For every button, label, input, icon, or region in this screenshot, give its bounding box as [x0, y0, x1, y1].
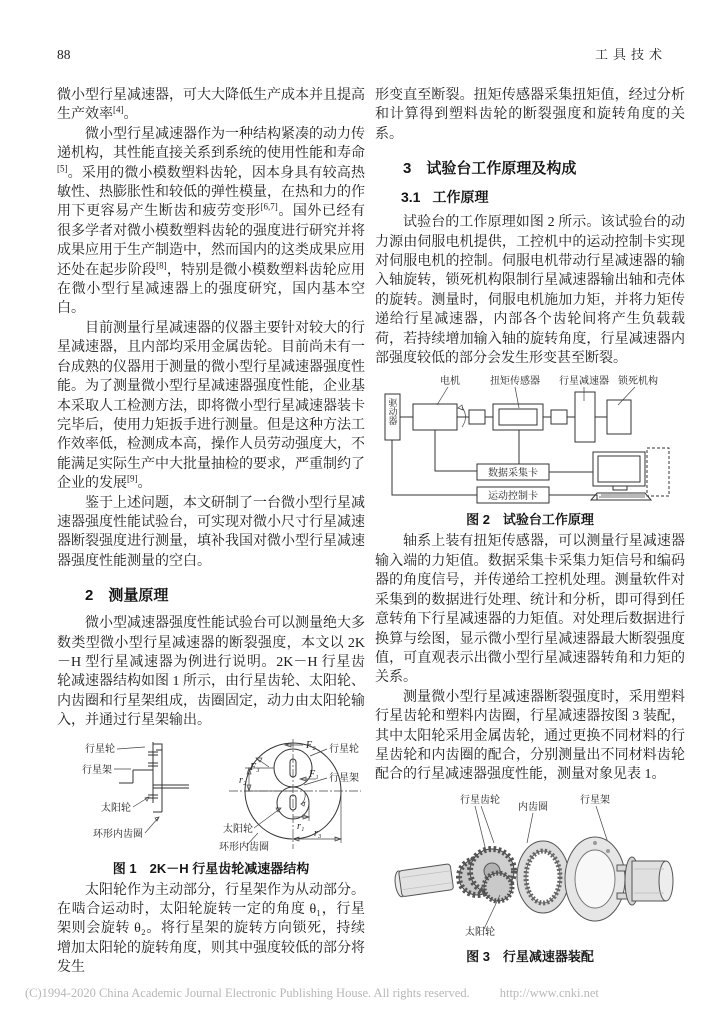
- fig2-label-motor: 电机: [440, 376, 460, 388]
- fig1-label-r3: r₃: [314, 827, 322, 839]
- paragraph: [375, 688, 685, 785]
- fig2-label-daq-card: 数据采集卡: [488, 468, 538, 480]
- figure-3: [375, 791, 685, 965]
- citation-ref: [5]: [57, 162, 68, 173]
- text-run: 。国外已经有很多学者对微小模数塑料齿轮的强度进行研究并将成果应用于生产制造中，然而国内的这类成果应用还处在起步阶段: [57, 204, 366, 278]
- fig3-caption: 图 3 行星减速器装配: [466, 948, 594, 964]
- fig3-carrier-part: [617, 857, 673, 905]
- text-run: 微小型行星减速器作为一种结构紧凑的动力传递机构，其性能直接关系到系统的使用性能和寿命: [57, 126, 365, 162]
- fig3-housing-ring: [565, 837, 625, 921]
- copyright-footer: [25, 986, 705, 1001]
- fig1-label-planet-wheel-right: 行星轮: [329, 743, 359, 755]
- text-run: 微小型行星减速器，可大大降低生产成本并且提高生产效率: [57, 88, 365, 123]
- fig3-sun-and-planet-gears: [459, 849, 514, 901]
- text-run: 鉴于上述问题，本文研制了一台微小型行星减速器强度性能试验台，可实现对微小尺寸行星减速器断裂强度进行测量，填补我国对微小型行星减速器强度性能测量的空白。: [57, 495, 365, 569]
- text-run: 轴系上装有扭矩传感器，可以测量行星减速器输入端的力矩值。数据采集卡采集力矩信号和编码器的角度信号，并传递给工控机处理。测量软件对采集到的数据进行处理、统计和分析，即可得到任意转角下行星减速器的力矩值。对处理后数据进行换算与绘图，显示微小型行星减速器最大断裂强度值，可直观表示出微小型行星减速器转角和力矩的关系。: [375, 534, 685, 686]
- fig1-label-f1: F₁: [309, 768, 319, 780]
- fig2-block-diagram: [375, 374, 685, 504]
- citation-ref: [9]: [127, 473, 138, 484]
- left-column: [57, 86, 365, 978]
- subsection-heading-3-1: [401, 187, 685, 207]
- fig1-left-schematic: [82, 742, 189, 840]
- paragraph: [57, 125, 365, 319]
- subsection-title: 工作原理: [432, 189, 489, 206]
- section-number: 3: [403, 160, 412, 178]
- fig2-label-planetary-reducer: 行星减速器: [559, 376, 609, 388]
- paragraph: [57, 494, 365, 572]
- fig1-label-sun-left: 太阳轮: [101, 802, 131, 814]
- fig1-label-planet-wheel-left: 行星轮: [85, 743, 115, 755]
- text-run: 测量微小型行星减速器断裂强度时，采用塑料行星齿轮和塑料内齿圈，行星减速器按图 3 装配，其中太阳轮采用金属齿轮，通过更换不同材料的行星齿轮和内齿圈的配合，分别测量出不同材料齿轮配合的行星减速器强度性能，测量对象见表 1。: [375, 689, 685, 783]
- text-run: 。: [137, 476, 152, 492]
- section-title: 试验台工作原理及构成: [426, 160, 577, 178]
- paragraph: [57, 319, 365, 494]
- page-number: 88: [57, 47, 71, 62]
- fig2-label-driver: 驱动器: [387, 398, 398, 426]
- subsection-number: 3.1: [401, 189, 421, 206]
- paragraph: [375, 213, 685, 368]
- figure-2: [375, 374, 685, 528]
- fig1-label-carrier-right: 行星架: [329, 772, 359, 784]
- fig3-label-carrier: 行星架: [580, 794, 610, 806]
- fig2-computer-icon: [591, 448, 669, 500]
- fig3-label-planet-gears: 行星齿轮: [460, 794, 500, 806]
- paragraph: [375, 532, 685, 687]
- right-column: [375, 86, 685, 969]
- paragraph: [57, 614, 365, 730]
- fig2-label-locking-mechanism: 锁死机构: [618, 376, 658, 388]
- text-run: 太阳轮作为主动部分，行星架作为从动部分。在啮合运动时，太阳轮旋转一定的角度 θ₁，行星架则会旋转 θ₂。将行星架的旋转方向锁死，持续增加太阳轮的旋转角度，则其中强度较低的部分将发生: [57, 882, 365, 976]
- fig1-structure-diagram: [57, 737, 365, 853]
- text-run: 微小型减速器强度性能试验台可以测量绝大多数类型微小型行星减速器的断裂强度，本文以 2K－H 型行星减速器为例进行说明。2K－H 行星齿轮减速器结构如图 1 所示，由行星齿轮、太阳轮、内齿圈和行星架组成，齿圈固定，动力由太阳轮输入，并通过行星架输出。: [57, 616, 365, 729]
- text-run: 目前测量行星减速器的仪器主要针对较大的行星减速器，且内部均采用金属齿轮。目前尚未有一台成熟的仪器用于测量的微小型行星减速器强度性能。为了测量微小型行星减速器强度性能，企业基本采取人工检测方法，即将微小型行星减速器装卡完毕后，使用力矩扳手进行测量。但是这种方法工作效率低，检测成本高，操作人员劳动强度大，不能满足实际生产中大批量抽检的要求，严重制约了企业的发展: [57, 320, 365, 492]
- text-run: 。采用的微小模数塑料齿轮，因本身具有较高热敏性、热膨胀性和较低的弹性模量，在热和力的作用下更容易产生断齿和疲劳变形: [57, 165, 365, 220]
- text-run: 试验台的工作原理如图 2 所示。该试验台的动力源由伺服电机提供，工控机中的运动控制卡实现对伺服电机的控制。伺服电机带动行星减速器的输入轴旋转，锁死机构限制行星减速器输出轴和壳体的旋转。测量时，伺服电机施加力矩，并将力矩传递给行星减速器，内部各个齿轮间将产生负载载荷，若持续增加输入轴的旋转角度，行星减速器内部强度较低的部分会发生形变甚至断裂。: [375, 215, 685, 367]
- paragraph: [57, 86, 365, 125]
- section-heading-2: [85, 584, 365, 605]
- text-run: 。: [123, 107, 138, 123]
- fig1-right-diagram: [219, 739, 361, 853]
- footer-text: (C)1994-2020 China Academic Journal Electronic Publishing House. All rights reserved.: [25, 986, 470, 1000]
- fig3-assembly-render: [380, 791, 680, 941]
- paragraph: [375, 86, 685, 144]
- footer-url: http://www.cnki.net: [499, 986, 599, 1000]
- citation-ref: [4]: [113, 104, 124, 115]
- section-number: 2: [85, 587, 94, 605]
- fig1-label-r1: r₁: [297, 820, 305, 832]
- fig3-label-sun-gear: 太阳轮: [465, 926, 495, 938]
- fig1-label-sun-right: 太阳轮: [223, 823, 253, 835]
- fig3-input-shaft: [394, 864, 454, 898]
- fig1-label-carrier-left: 行星架: [82, 764, 112, 776]
- page-header: [57, 44, 667, 63]
- figure-1: [57, 737, 365, 877]
- paragraph: [57, 881, 365, 978]
- section-heading-3: [403, 157, 685, 178]
- fig2-caption: 图 2 试验台工作原理: [466, 512, 594, 528]
- citation-ref: [8]: [156, 260, 167, 270]
- text-run: 形变直至断裂。扭矩传感器采集扭矩值，经过分析和计算得到塑料齿轮的断裂强度和旋转角度的关系。: [375, 88, 685, 142]
- fig2-label-torque-sensor: 扭矩传感器: [490, 376, 540, 388]
- text-run: ，特别是微小模数塑料齿轮应用在微小型行星减速器上的强度研究，国内基本空白。: [57, 262, 366, 317]
- fig1-caption: 图 1 2K－H 行星齿轮减速器结构: [112, 860, 310, 876]
- fig1-label-ring-left: 环形内齿圈: [93, 828, 143, 840]
- section-title: 测量原理: [108, 587, 169, 605]
- journal-title: 工具技术: [594, 47, 667, 62]
- fig1-label-f2: F₂: [306, 739, 316, 751]
- fig2-label-motion-card: 运动控制卡: [488, 491, 538, 503]
- fig1-label-r2: r₂: [239, 774, 247, 786]
- fig3-ring-gear-part: [517, 841, 569, 913]
- citation-ref: [6,7]: [260, 201, 278, 212]
- fig1-label-f3: F₃: [250, 761, 260, 773]
- fig3-label-ring-gear: 内齿圈: [518, 801, 548, 813]
- fig1-label-ring-right: 环形内齿圈: [219, 841, 269, 853]
